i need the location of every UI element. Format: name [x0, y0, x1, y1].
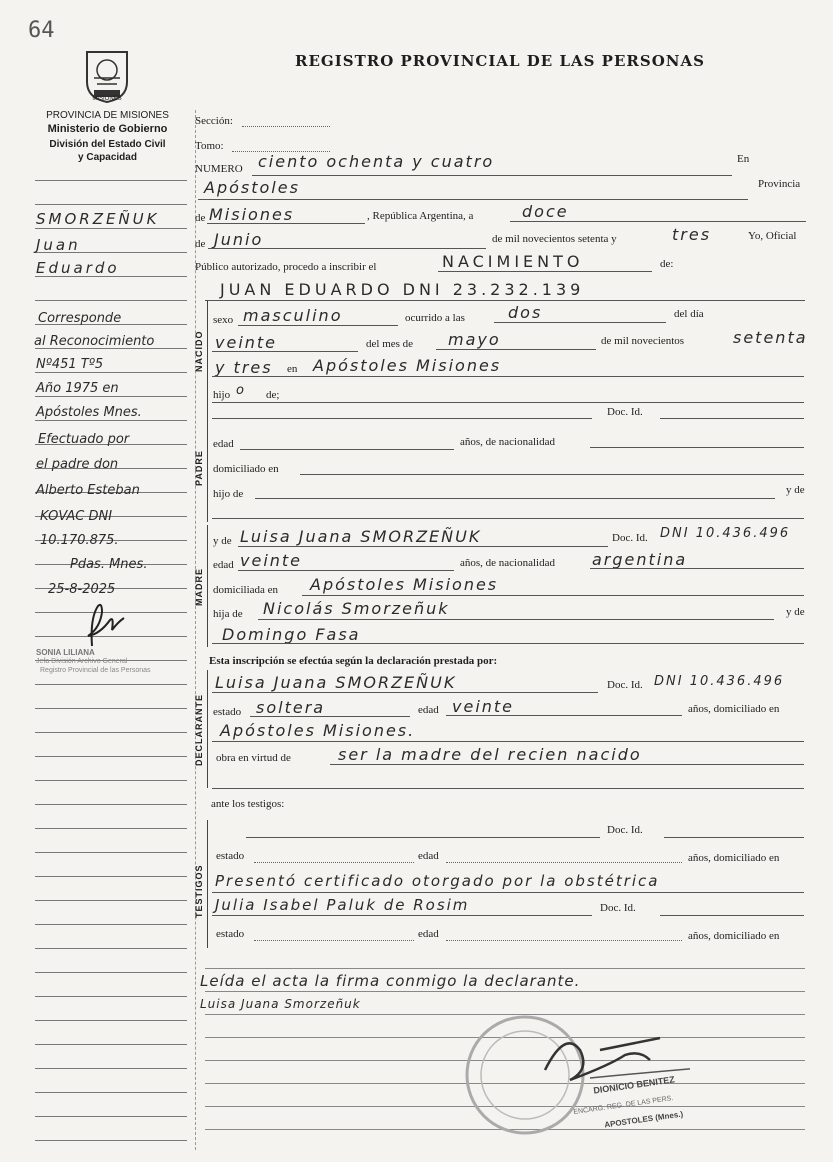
declarante-extra-line — [212, 788, 804, 789]
closing-ruled-line — [205, 968, 805, 969]
padre-abuela-line — [212, 518, 804, 519]
sidebar-note-line: Efectuado por — [38, 432, 130, 447]
closing-ruled-line — [205, 991, 805, 992]
padre-domicilio-line — [300, 474, 804, 475]
nombre-value: JUAN EDUARDO DNI 23.232.139 — [220, 280, 585, 299]
sidebar-note-line: Corresponde — [38, 311, 122, 326]
ministry-label: Ministerio de Gobierno — [47, 123, 168, 135]
de-label: de — [195, 212, 206, 224]
testigo2-estado-line — [254, 940, 414, 941]
testigo1-nombre-line — [246, 837, 600, 838]
testigo1-doc-line — [664, 837, 804, 838]
numero-line — [252, 175, 732, 176]
sidebar-ruled-line — [35, 228, 187, 229]
sidebar-ruled-line — [35, 852, 187, 853]
sidebar-ruled-line — [35, 204, 187, 205]
nacido-section-border — [207, 300, 208, 430]
stamp-name: DIONICIO BENITEZ — [592, 1074, 676, 1096]
sidebar-ruled-line — [35, 972, 187, 973]
doc-nacido-line-2 — [660, 418, 804, 419]
testigos-line1 — [212, 892, 804, 893]
dia-nacido-value: veinte — [215, 333, 278, 352]
sidebar-signature-icon — [80, 598, 130, 650]
provincia-label: Provincia — [758, 178, 801, 190]
declarante-edad-value: veinte — [452, 697, 515, 716]
dia-nacido-line — [212, 351, 358, 352]
sidebar-note-line: el padre don — [36, 457, 119, 472]
mes-nacido-line — [436, 349, 596, 350]
nacido-section-label: NACIDO — [194, 330, 204, 372]
closing-statement: Leída el acta la firma conmigo la declarante. — [200, 972, 581, 990]
madre-madre-line — [212, 643, 804, 644]
dia-value: doce — [522, 202, 569, 221]
anio-label: de mil novecientos setenta y — [492, 233, 617, 245]
numero-value: ciento ochenta y cuatro — [258, 152, 495, 171]
sidebar-ruled-line — [35, 804, 187, 805]
sidebar-ruled-line — [35, 180, 187, 181]
lugar-nacido-value: Apóstoles Misiones — [313, 356, 502, 375]
testigos-intro-label: ante los testigos: — [211, 798, 285, 810]
testigos-line1-value: Presentó certificado otorgado por la obstétrica — [215, 872, 660, 890]
testigo1-edad-label: edad — [418, 850, 439, 862]
declarante-edad-line — [446, 715, 682, 716]
sidebar-note-line: al Reconocimiento — [34, 334, 155, 349]
del-mes-label: del mes de — [366, 338, 414, 350]
madre-edad-line — [238, 570, 454, 571]
seccion-label: Sección: — [195, 115, 233, 127]
provincia-line — [207, 223, 365, 224]
sidebar-note-line: Apóstoles Mnes. — [36, 405, 142, 420]
sidebar-ruled-line — [35, 900, 187, 901]
madre-doc-value: DNI 10.436.496 — [660, 526, 791, 541]
sidebar-name-1: Juan — [36, 236, 81, 254]
padre-hijo-line — [255, 498, 775, 499]
declarante-edad-label: edad — [418, 704, 439, 716]
testigos-section-border — [207, 820, 208, 948]
testigo1-doc-label: Doc. Id. — [607, 824, 643, 836]
declarante-obra-line — [330, 764, 804, 765]
madre-domicilio-line — [302, 595, 804, 596]
declarante-estado-line — [250, 716, 410, 717]
testigos-line2-value: Julia Isabel Paluk de Rosim — [215, 896, 470, 914]
declarante-nombre-line — [212, 692, 598, 693]
division-label-2: y Capacidad — [78, 152, 137, 163]
madre-madre-value: Domingo Fasa — [222, 625, 361, 644]
dia-line — [510, 221, 806, 222]
madre-section-label: MADRE — [194, 568, 204, 606]
sidebar-ruled-line — [35, 1140, 187, 1141]
de-label-2: de — [195, 238, 206, 250]
sidebar-ruled-line — [35, 996, 187, 997]
publico-label: Público autorizado, procedo a inscribir el — [195, 261, 377, 273]
declarante-estado-label: estado — [213, 706, 242, 718]
doc-nacido-line — [212, 418, 592, 419]
testigo2-doc-line — [660, 915, 804, 916]
padre-edad-line — [240, 449, 454, 450]
declarante-obra-value: ser la madre del recien nacido — [338, 745, 642, 764]
sidebar-ruled-line — [35, 300, 187, 301]
stamp-city: APOSTOLES (Mnes.) — [603, 1109, 684, 1130]
republica-label: , República Argentina, a — [367, 210, 474, 222]
oficial-label: Yo, Oficial — [748, 230, 797, 242]
madre-y-de-label: y de — [213, 535, 232, 547]
madre-anios-label: años, de nacionalidad — [460, 557, 555, 569]
sidebar-ruled-line — [35, 1092, 187, 1093]
madre-nombre-line — [238, 546, 608, 547]
testigos-line2 — [212, 915, 592, 916]
sidebar-ruled-line — [35, 948, 187, 949]
testigo1-edad-line — [446, 862, 682, 863]
sidebar-note-line: Año 1975 en — [36, 381, 119, 396]
madre-domicilio-value: Apóstoles Misiones — [310, 575, 499, 594]
madre-padre-value: Nicolás Smorzeñuk — [263, 599, 450, 618]
page-title: REGISTRO PROVINCIAL DE LAS PERSONAS — [295, 52, 705, 70]
lugar-line — [198, 199, 748, 200]
sidebar-ruled-line — [35, 708, 187, 709]
en-nacido-label: en — [287, 363, 298, 375]
testigo1-estado-line — [254, 862, 414, 863]
sidebar-stamp-office: Registro Provincial de las Personas — [40, 667, 151, 674]
hijo-value: o — [236, 383, 246, 398]
testigos-section-label: TESTIGOS — [194, 864, 204, 918]
nombre-line — [205, 300, 805, 301]
hijo-label: hijo — [213, 389, 231, 401]
provincia-value: Misiones — [209, 205, 295, 224]
testigo1-anios-label: años, domiciliado en — [688, 852, 780, 864]
sidebar-ruled-line — [35, 396, 187, 397]
hora-line — [494, 322, 666, 323]
padre-anios-label: años, de nacionalidad — [460, 436, 555, 448]
sidebar-ruled-line — [35, 732, 187, 733]
declarante-doc-label: Doc. Id. — [607, 679, 643, 691]
sidebar-stamp-name: SONIA LILIANA — [36, 648, 95, 657]
testigo2-edad-line — [446, 940, 682, 941]
seal-label: MISIONES — [92, 96, 122, 102]
sidebar-note-line: 10.170.875. — [40, 533, 119, 548]
sexo-label: sexo — [213, 314, 234, 326]
madre-edad-label: edad — [213, 559, 234, 571]
numero-label: NUMERO — [195, 163, 243, 175]
madre-padre-line — [258, 619, 774, 620]
sidebar-ruled-line — [35, 828, 187, 829]
stamp-office: ENCARG. REG. DE LAS PERS. — [573, 1095, 674, 1116]
mil-label: de mil novecientos — [601, 335, 685, 347]
del-dia-label: del día — [674, 308, 704, 320]
ocurrido-label: ocurrido a las — [405, 312, 465, 324]
sidebar-ruled-line — [35, 756, 187, 757]
declarante-obra-label: obra en virtud de — [216, 752, 291, 764]
sexo-line — [238, 325, 398, 326]
sidebar-ruled-line — [35, 1068, 187, 1069]
padre-hijo-label: hijo de — [213, 488, 244, 500]
mes-line — [208, 248, 486, 249]
hijo-line — [212, 402, 804, 403]
anio-nacido-value-2: y tres — [215, 358, 273, 377]
madre-section-border — [207, 525, 208, 647]
seccion-field — [242, 126, 330, 127]
declarante-domicilio-value: Apóstoles Misiones. — [220, 721, 416, 740]
declarante-section-label: DECLARANTE — [194, 694, 204, 766]
anio-nacido-value: setenta — [733, 328, 808, 347]
madre-domiciliada-label: domiciliada en — [213, 584, 279, 596]
mes-nacido-value: mayo — [448, 330, 501, 349]
sidebar-note-line: Alberto Esteban — [36, 483, 140, 498]
anio-value: tres — [672, 225, 712, 244]
sidebar-ruled-line — [35, 1116, 187, 1117]
padre-domiciliado-label: domiciliado en — [213, 463, 279, 475]
sidebar-note-line: KOVAC DNI — [40, 509, 113, 524]
declarante-section-border — [207, 670, 208, 788]
declarante-nombre-value: Luisa Juana SMORZEÑUK — [215, 673, 457, 692]
sidebar-ruled-line — [35, 372, 187, 373]
sidebar-ruled-line — [35, 1020, 187, 1021]
declarante-anios-label: años, domiciliado en — [688, 703, 780, 715]
padre-section-border — [207, 430, 208, 522]
division-label: División del Estado Civil — [49, 139, 166, 150]
padre-edad-label: edad — [213, 438, 234, 450]
sidebar-ruled-line — [35, 1044, 187, 1045]
sidebar-ruled-line — [35, 684, 187, 685]
declarante-domicilio-line — [212, 741, 804, 742]
sexo-value: masculino — [243, 306, 343, 325]
acto-value: NACIMIENTO — [442, 252, 584, 271]
padre-y-de-label: y de — [786, 484, 805, 496]
testigo2-doc-label: Doc. Id. — [600, 902, 636, 914]
testigo2-edad-label: edad — [418, 928, 439, 940]
madre-hija-label: hija de — [213, 608, 243, 620]
sidebar-note-line: Pdas. Mnes. — [70, 557, 148, 572]
testigo2-anios-label: años, domiciliado en — [688, 930, 780, 942]
madre-nacionalidad-line — [590, 568, 804, 569]
testigo2-estado-label: estado — [216, 928, 245, 940]
declarante-estado-value: soltera — [256, 698, 326, 717]
doc-nacido-label: Doc. Id. — [607, 406, 643, 418]
madre-y-de-label-2: y de — [786, 606, 805, 618]
en-label: En — [737, 153, 750, 165]
page-number: 64 — [28, 18, 55, 43]
testigo1-estado-label: estado — [216, 850, 245, 862]
madre-nombre-value: Luisa Juana SMORZEÑUK — [240, 527, 482, 546]
sidebar-note-line: Nº451 Tº5 — [36, 357, 104, 372]
declarante-doc-value: DNI 10.436.496 — [654, 674, 785, 689]
sidebar-name-2: Eduardo — [36, 259, 120, 277]
sidebar-ruled-line — [35, 420, 187, 421]
madre-doc-label: Doc. Id. — [612, 532, 648, 544]
acto-line — [438, 271, 652, 272]
declarante-intro-label: Esta inscripción se efectúa según la declaración prestada por: — [209, 655, 498, 667]
tomo-label: Tomo: — [195, 140, 224, 152]
madre-edad-value: veinte — [240, 551, 303, 570]
sidebar-surname: SMORZEÑUK — [36, 210, 160, 228]
madre-nacionalidad-value: argentina — [592, 550, 688, 569]
mes-value: Junio — [214, 230, 264, 249]
sidebar-note-line: 25-8-2025 — [48, 582, 116, 597]
padre-nacionalidad-line — [590, 447, 804, 448]
sidebar-ruled-line — [35, 876, 187, 877]
sidebar-ruled-line — [35, 780, 187, 781]
sidebar-stamp-title: Jefa División Archivo General — [36, 658, 128, 665]
de-label-3: de: — [660, 258, 674, 270]
province-label: PROVINCIA DE MISIONES — [46, 110, 169, 121]
padre-section-label: PADRE — [194, 450, 204, 486]
hijo-de-label: de; — [266, 389, 280, 401]
sidebar-ruled-line — [35, 924, 187, 925]
hora-value: dos — [508, 303, 543, 322]
lugar-value: Apóstoles — [204, 178, 300, 197]
declarante-signature: Luisa Juana Smorzeñuk — [200, 997, 361, 1011]
lugar-nacido-line — [212, 376, 804, 377]
